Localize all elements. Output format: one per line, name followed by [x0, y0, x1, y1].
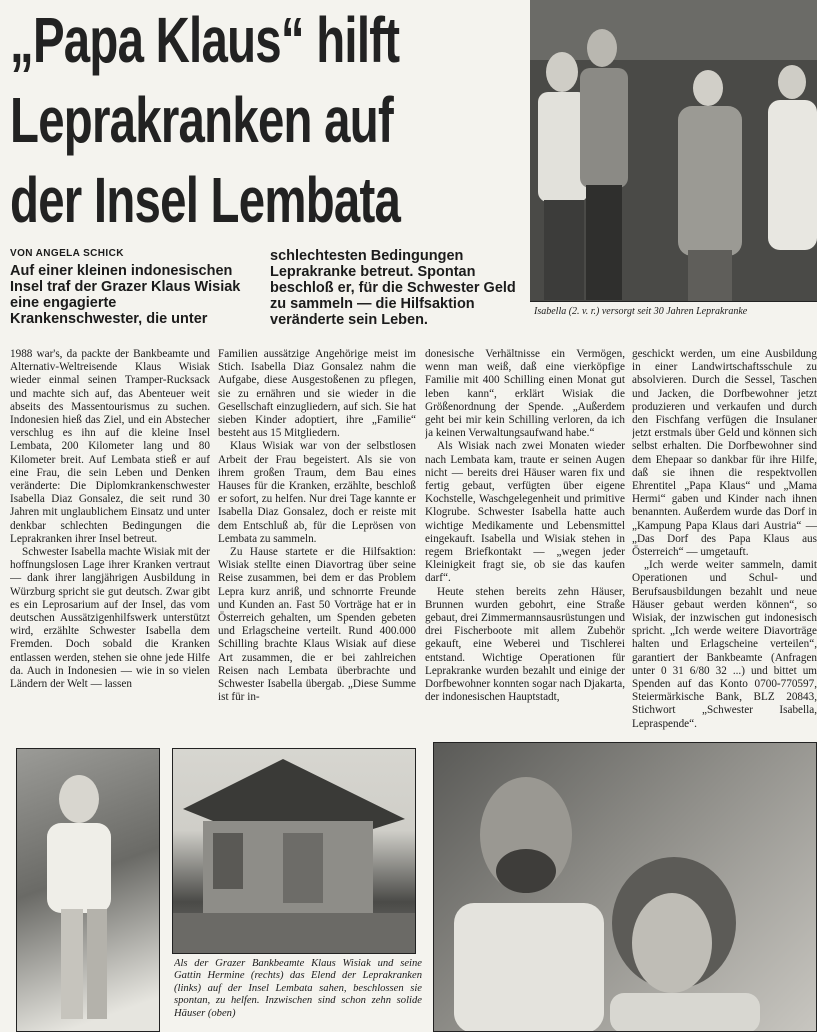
- column-paragraph: Klaus Wisiak war von der selbstlosen Arbeit der Frau begeistert. Als sie von ihrem großen Traum, dem Bau eines Hauses für die Kranken, erzählte, beschloß er sofort, zu helfen. Nur drei Tage kannte er Isabella Diaz Gonsalez, doch er reiste mit dem Entschluß ab, für die Leprösen von Lembata zu sammeln.: [218, 440, 416, 545]
- house-photo-illustration: [173, 749, 416, 954]
- column-paragraph: 1988 war's, da packte der Bankbeamte und Alternativ-Weltreisende Klaus Wisiak wieder einmal seinen Tramper-Rucksack und machte sich auf, das Abenteuer weit abseits des Massentourismus zu suchen. Indonesien hieß das Ziel, und ein Abstecher verschlug es ihn auf die kleine Insel Lembata, 200 Kilometer lang und 80 Kilometer breit. Auf Lembata stieß er auf eine Frau, die sein Leben und Denken veränderte: Die Diplomkrankenschwester Isabella Diaz Gonsalez, die seit rund 30 Jahren mit unglaublichem Einsatz und unter denkbar schlechten Bedingungen die Leprakranken ihrer Insel betreut.: [10, 348, 210, 545]
- headline: [10, 0, 525, 240]
- couple-photo-illustration: [434, 743, 817, 1032]
- photo-couple: [433, 742, 817, 1032]
- photo-group-portrait: [530, 0, 817, 302]
- article-column-4: [632, 348, 817, 746]
- article-column-3: [425, 348, 625, 746]
- patient-photo-illustration: [17, 749, 160, 1032]
- column-paragraph: donesische Verhältnisse ein Vermögen, wenn man weiß, daß eine vierköpfige Familie mit 400 Schilling einen Monat gut leben kann“, erklärt Wisiak die Größenordnung der Spende. „Außerdem geht bei mir kein Schilling verloren, da ich ja keinen Verwaltungsaufwand habe.“: [425, 348, 625, 440]
- column-paragraph: „Ich werde weiter sammeln, damit Operationen und Schul- und Berufsausbildungen bezahlt und neue Häuser gebaut werden können“, so Wisiak, der inzwischen gut indonesisch spricht. „Ich werde weitere Diavorträge halten und Erlagscheine verteilen“, garantiert der Bankbeamte (Anfragen unter 0 31 6/80 32 ...) und bittet um Spenden auf das Konto 0700-770597, Steiermärkische Bank, BLZ 20843, Stichwort „Schwester Isabella, Lepraspende“.: [632, 559, 817, 730]
- photo-leprosy-patient: [16, 748, 160, 1032]
- article-column-2: [218, 348, 416, 746]
- article-column-1: [10, 348, 210, 746]
- lead-paragraph-left: Auf einer kleinen indonesischen Insel traf der Grazer Klaus Wisiak eine engagierte Krankenschwester, die unter: [10, 263, 241, 327]
- column-paragraph: Zu Hause startete er die Hilfsaktion: Wisiak stellte einen Diavortrag über seine Reise zusammen, bei dem er das Problem Lepra kurz anriß, und schnorrte Freunde und Kunden an. Fast 50 Vorträge hat er in Österreich gehalten, um Spenden gebeten und Erlagscheine verteilt. Rund 400.000 Schilling brachte Klaus Wisiak auf diese Art zusammen, die er bei zahlreichen Reisen nach Lembata überbrachte und Schwester Isabella übergab. „Diese Summe ist für in-: [218, 546, 416, 704]
- column-paragraph: Als Wisiak nach zwei Monaten wieder nach Lembata kam, traute er seinen Augen nicht — bereits drei Häuser waren fix und fertig gebaut, verfügten über eigene Kochstelle, Waschgelegenheit und primitive Klogrube. Schwester Isabella hatte auch wichtige Medikamente und Lebensmittel eingekauft. Isabella und Wisiak stehen in regem Briefkontakt — „wegen jeder Kleinigkeit fragt sie, ob sie das kaufen darf“.: [425, 440, 625, 585]
- byline: VON ANGELA SCHICK: [10, 248, 124, 259]
- headline-line-2: Leprakranken auf: [10, 84, 393, 156]
- headline-line-3: der Insel Lembata: [10, 164, 401, 236]
- column-paragraph: geschickt werden, um eine Ausbildung in einer Landwirtschaftsschule zu absolvieren. Durch die Sessel, Taschen und Jacken, die Dorfbewohner jetzt produzieren und verkaufen und durch den Fischfang verfügen die Insulaner jetzt erstmals über Geld und können sich selbst erhalten. Die Dorfbewohner sind dem Ehepaar so dankbar für ihre Hilfe, daß sie ihnen die respektvollen Ehrentitel „Papa Klaus“ und „Mama Hermi“ gaben und Kinder nach ihnen benannten. Außerdem wurde das Dorf in „Kampung Papa Klaus dari Austria“ — „Das Dorf des Papa Klaus aus Österreich“ — umgetauft.: [632, 348, 817, 559]
- lead-paragraph-right: schlechtesten Bedingungen Leprakranke betreut. Spontan beschloß er, für die Schwester Geld zu sammeln — die Hilfsaktion veränderte sein Leben.: [270, 248, 516, 328]
- headline-line-1: „Papa Klaus“ hilft: [10, 4, 400, 76]
- photo-top-caption: Isabella (2. v. r.) versorgt seit 30 Jahren Leprakranke: [534, 306, 748, 317]
- column-paragraph: Familien aussätzige Angehörige meist im Stich. Isabella Diaz Gonsalez nahm die Aufgabe, diese Ausgestoßenen zu pflegen, sie zu ernähren und sie wieder in die Gesellschaft einzugliedern, auf sich. Sie hat sieben Kinder adoptiert, ihre „Familie“ besteht aus 15 Mitgliedern.: [218, 348, 416, 440]
- group-photo-illustration: [530, 0, 817, 302]
- column-paragraph: Heute stehen bereits zehn Häuser, Brunnen wurden gebohrt, eine Straße gebaut, drei Zimmermannsausrüstungen und drei Fischerboote mit allem Zubehör gekauft, eine Weberei und Tischlerei entstand. Wichtige Operationen für Leprakranke wurden bezahlt und einige der Dorfbewohner konnten sogar nach Djakarta, der indonesischen Hauptstadt,: [425, 585, 625, 704]
- photo-bottom-caption: Als der Grazer Bankbeamte Klaus Wisiak und seine Gattin Hermine (rechts) das Elend der Leprakranken (links) auf der Insel Lembata sahen, beschlossen sie spontan, zu helfen. Inzwischen sind schon zehn solide Häuser (oben): [174, 958, 422, 1019]
- photo-house: [172, 748, 416, 954]
- column-paragraph: Schwester Isabella machte Wisiak mit der hoffnungslosen Lage ihrer Kranken vertraut — dank ihrer langjährigen Ausbildung in Würzburg spricht sie gut deutsch. Zwar gibt es ein Leprosarium auf der Insel, das vom deutschen Aussätzigenhilfswerk unterstützt wird, erzählte Schwester Isabella dem Fremden. Doch sobald die Kranken entlassen werden, stehen sie ohne jede Hilfe da. Auch in Indonesien — wie in so vielen Ländern der Welt — lassen: [10, 546, 210, 691]
